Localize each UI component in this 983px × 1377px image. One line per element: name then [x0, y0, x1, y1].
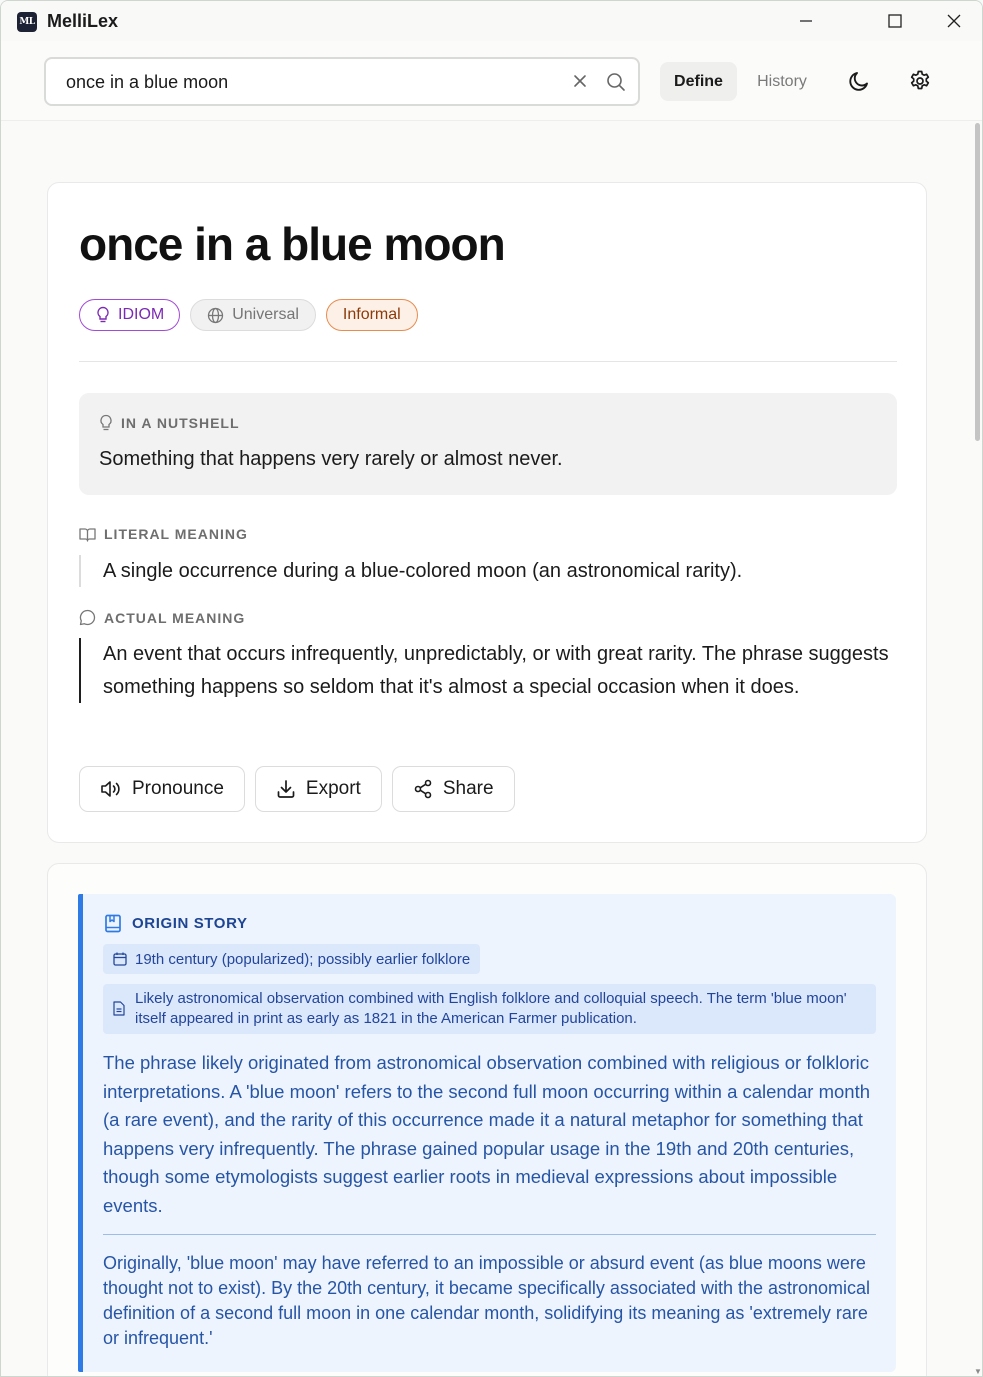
search-button[interactable] — [606, 72, 626, 92]
tab-define[interactable]: Define — [660, 62, 737, 101]
settings-button[interactable] — [908, 69, 932, 93]
search-icon — [606, 72, 626, 92]
share-button-label: Share — [442, 778, 494, 799]
globe-icon — [207, 307, 224, 324]
origin-date: 19th century (popularized); possibly earlier folklore — [135, 950, 471, 968]
clear-icon — [572, 73, 588, 89]
minimize-icon — [799, 14, 813, 28]
origin-divider — [103, 1234, 876, 1235]
origin-card — [47, 863, 927, 1377]
actual-meaning-label-text: ACTUAL MEANING — [104, 609, 246, 626]
nutshell-label — [99, 414, 240, 432]
region-badge-label: Universal — [232, 306, 299, 323]
nutshell-label-text: IN A NUTSHELL — [121, 415, 240, 431]
share-icon — [413, 779, 433, 799]
origin-paragraph: Originally, 'blue moon' may have referred to an impossible or absurd event (as blue moons were thought not to exist). By the 20th century, it became specifically associated with the astronomical definition of a second full moon in one calendar month, solidifying its meaning as 'extremely rare or infrequent.' — [103, 1253, 871, 1348]
book-open-icon — [79, 527, 96, 542]
origin-story-label — [104, 914, 248, 933]
speech-bubble-icon — [79, 609, 96, 626]
type-badge — [79, 299, 180, 331]
minimize-button[interactable] — [777, 1, 835, 41]
lightbulb-icon — [99, 414, 113, 432]
region-badge — [190, 299, 316, 331]
calendar-icon — [113, 952, 127, 966]
theme-toggle-button[interactable] — [847, 69, 871, 93]
moon-icon — [847, 69, 871, 93]
search-box — [44, 57, 640, 106]
close-icon — [947, 14, 961, 28]
type-badge-label: IDIOM — [118, 306, 165, 323]
download-icon — [276, 779, 296, 799]
register-badge — [326, 299, 418, 331]
toolbar — [1, 41, 982, 121]
scrollbar-thumb[interactable] — [975, 123, 980, 441]
share-button[interactable] — [392, 766, 515, 812]
close-button[interactable] — [925, 1, 983, 41]
actual-meaning-label — [79, 609, 245, 626]
origin-paragraph: The phrase likely originated from astronomical observation combined with religious or folkloric interpretations. A 'blue moon' refers to the second full moon occurring within a calendar month (a rare event), and the rarity of this occurrence made it a natural metaphor for something that happens very infrequently. The phrase gained popular usage in the 19th and 20th centuries, though some etymologists suggest earlier roots in medieval expressions about impossible events. — [103, 1052, 871, 1216]
lightbulb-icon — [96, 306, 110, 324]
speaker-icon — [100, 779, 122, 799]
pronounce-button-label: Pronounce — [132, 778, 224, 799]
tab-history[interactable]: History — [757, 72, 807, 90]
origin-source: Likely astronomical observation combined with English folklore and colloquial speech. The term 'blue moon' itself appeared in print as early as 1821 in the American Farmer publication. — [135, 990, 847, 1027]
maximize-icon — [888, 14, 902, 28]
actual-meaning-text: An event that occurs infrequently, unpredictably, or with great rarity. The phrase suggests something happens so seldom that it's almost a special occasion when it does. — [79, 638, 897, 703]
literal-meaning-text: A single occurrence during a blue-colored moon (an astronomical rarity). — [79, 555, 879, 587]
bookmark-book-icon — [104, 914, 122, 933]
register-badge-label: Informal — [342, 306, 401, 323]
literal-meaning-label-text: LITERAL MEANING — [104, 526, 248, 542]
scrollbar[interactable] — [973, 121, 983, 1377]
headword: once in a blue moon — [79, 218, 505, 270]
scroll-down-arrow[interactable]: ▼ — [974, 1367, 982, 1376]
app-title: MelliLex — [47, 11, 119, 31]
nutshell-text: Something that happens very rarely or almost never. — [99, 448, 563, 470]
export-button-label: Export — [305, 778, 361, 799]
nutshell-box — [79, 393, 897, 495]
origin-source-chip — [103, 984, 876, 1034]
clear-search-button[interactable] — [572, 73, 588, 89]
action-buttons — [79, 766, 515, 812]
gear-icon — [908, 69, 932, 93]
maximize-button[interactable] — [866, 1, 924, 41]
export-button[interactable] — [255, 766, 382, 812]
pronounce-button[interactable] — [79, 766, 245, 812]
app-logo: ML — [17, 12, 37, 32]
document-icon — [113, 1001, 125, 1016]
title-bar — [1, 1, 982, 41]
divider — [79, 361, 897, 362]
search-input[interactable] — [66, 70, 546, 94]
badge-row — [79, 299, 418, 331]
literal-meaning-label — [79, 526, 248, 542]
definition-card — [47, 182, 927, 843]
origin-story-label-text: ORIGIN STORY — [132, 915, 248, 932]
origin-date-chip — [103, 944, 480, 974]
origin-story-panel — [78, 894, 896, 1372]
